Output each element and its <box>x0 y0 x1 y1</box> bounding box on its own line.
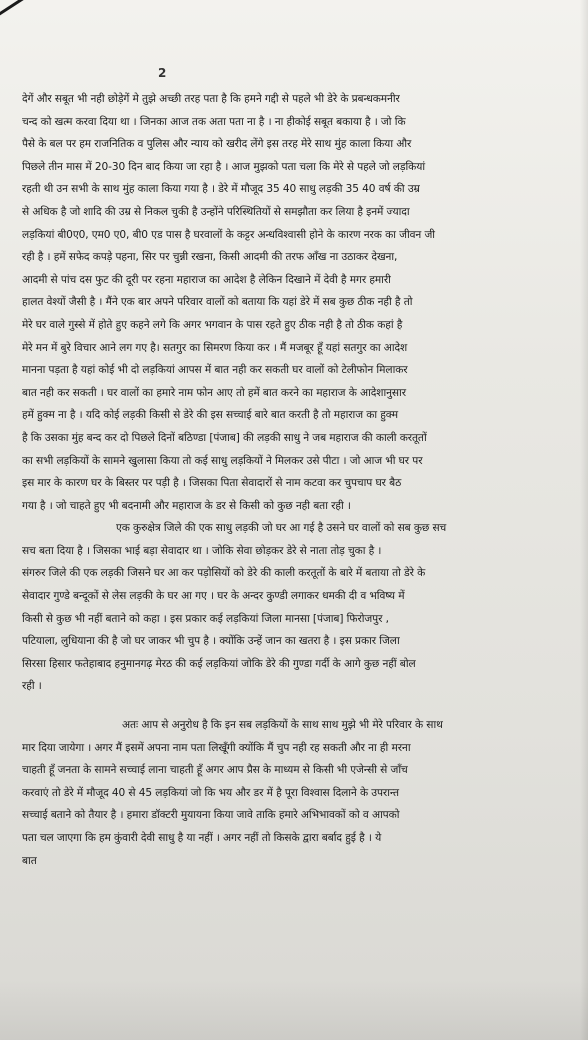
text-line: हमें हुक्म ना है । यदि कोई लड़की किसी से डेरे की इस सच्चाई बारे बात करती है तो महाराज का हुक्म <box>22 409 399 422</box>
page-edge-shadow <box>580 0 588 1040</box>
text-line: बात नही कर सकती । घर वालों का हमारे नाम फोन आए तो हमें बात करने का महाराज के आदेशानुसार <box>22 386 406 399</box>
text-line: पिछले तीन मास में 20-30 दिन बाद किया जा रहा है । आज मुझको पता चला कि मेरे से पहले जो लड़कियां <box>22 160 426 173</box>
text-line: संगरुर जिले की एक लड़की जिसने घर आ कर पड़ोसियों को डेरे की काली करतूतों के बारे में बताया तो डेरे के <box>22 567 426 580</box>
text-line: रही । <box>22 680 42 693</box>
corner-pen-mark <box>0 0 48 19</box>
paragraph-2 <box>22 517 570 698</box>
text-line: गया है । जो चाहते हुए भी बदनामी और महाराज के डर से किसी को कुछ नही बता रही । <box>22 499 351 512</box>
text-line: मेरे मन में बुरे विचार आने लग गए है। सतगुर का सिमरण किया कर । मैं मजबूर हूँ यहां सतगुर का आदेश <box>22 341 408 354</box>
text-line: चन्द को खत्म करवा दिया था । जिनका आज तक अता पता ना है । ना हीकोई सबूत बकाया है । जो कि <box>22 115 406 128</box>
text-line: बात <box>22 854 37 867</box>
text-line: एक कुरुक्षेत्र जिले की एक साधु लड़की जो घर आ गई है उसने घर वालों को सब कुछ सच <box>116 522 447 535</box>
text-line: से अधिक है जो शादि की उम्र से निकल चुकी है उन्होंने परिस्थितियों से समझौता कर लिया है इनमें ज्यादा <box>22 205 410 218</box>
text-line: आदमी से पांच दस फुट की दूरी पर रहना महाराज का आदेश है लेकिन दिखाने में देवी है मगर हमारी <box>22 273 391 286</box>
text-line: का सभी लड़कियों के सामने खुलासा किया तो कई साधु लड़कियों ने मिलकर उसे पीटा । जो आज भी घर पर <box>22 454 423 467</box>
text-line: मेरे घर वाले गुस्से में होते हुए कहने लगे कि अगर भगवान के पास रहते हुए ठीक नही है तो ठीक कहां है <box>22 318 403 331</box>
text-line: है कि उसका मुंह बन्द कर दो पिछले दिनों बठिण्डा [पंजाब] की लड़की साधु ने जब महाराज की काली करतूतों <box>22 431 427 444</box>
text-line: इस मार के कारण घर के बिस्तर पर पड़ी है । जिसका पिता सेवादारों से नाम कटवा कर चुपचाप घर बैठ <box>22 477 402 490</box>
text-line: पता चल जाएगा कि हम कुंवारी देवी साधु है या नहीं । अगर नहीं तो किसके द्वारा बर्बाद हुई है । ये <box>22 832 382 844</box>
text-line: लड़कियां बी0ए0, एम0 ए0, बी0 एड पास है घरवालों के कट्टर अन्धविश्वासी होने के कारण नरक का जीवन जी <box>22 228 435 241</box>
text-line: हालत वेश्यों जैसी है । मैंने एक बार अपने परिवार वालों को बताया कि यहां डेरे में सब कुछ ठीक नही है तो <box>22 296 413 309</box>
text-line: सच बता दिया है । जिसका भाई बड़ा सेवादार था । जोकि सेवा छोड़कर डेरे से नाता तोड़ चुका है । <box>22 544 382 557</box>
text-line: किसी से कुछ भी नहीं बताने को कहा । इस प्रकार कई लड़कियां जिला मानसा [पंजाब] फिरोजपुर , <box>22 612 389 625</box>
paragraph-1 <box>22 88 570 517</box>
text-line: रही है । हमें सफेद कपड़े पहना, सिर पर चुन्नी रखना, किसी आदमी की तरफ आँख ना उठाकर देखना, <box>22 251 398 264</box>
text-line: पटियाला, लुधियाना की है जो घर जाकर भी चुप है । क्योंकि उन्हें जान का खतरा है । इस प्रकार जिला <box>22 635 400 648</box>
text-line: अतः आप से अनुरोध है कि इन सब लड़कियों के साथ साथ मुझे भी मेरे परिवार के साथ <box>122 719 443 732</box>
text-line: सेवादार गुण्डे बन्दूकों से लेस लड़की के घर आ गए । घर के अन्दर कुण्डी लगाकर धमकी दी व भविष्य में <box>22 590 405 603</box>
letter-body <box>22 88 570 872</box>
text-line: देगें और सबूत भी नही छोड़ेगें मे तुझे अच्छी तरह पता है कि हमने गद्दी से पहले भी डेरे के प्रबन्धकमनीर <box>22 93 400 105</box>
text-line: रहती थी उन सभी के साथ मुंह काला किया गया है । डेरे में मौजूद 35 40 साधु लड़की 35 40 वर्ष की उम्र <box>22 183 420 196</box>
text-line: मार दिया जायेगा । अगर मैं इसमें अपना नाम पता लिखूँगी क्योंकि मैं चुप नही रह सकती और ना ही मरना <box>22 741 411 754</box>
text-line: सिरसा हिसार फतेहाबाद हनुमानगढ़ मेरठ की कई लड़कियां जोकि डेरे की गुण्डा गर्दी के आगे कुछ नहीं बोल <box>22 657 416 670</box>
text-line: पैसे के बल पर हम राजनितिक व पुलिस और न्याय को खरीद लेंगे इस तरह मेरे साथ मुंह काला किया और <box>22 138 412 151</box>
page-number-mark: 2 <box>158 66 167 80</box>
text-line: मानना पड़ता है यहां कोई भी दो लड़कियां आपस में बात नही कर सकती घर वालों को टेलीफोन मिलाकर <box>22 364 408 377</box>
paragraph-3 <box>22 714 570 872</box>
text-line: करवाएं तो डेरे में मौजूद 40 से 45 लड़कियां जो कि भय और डर में है पूरा विश्वास दिलाने के उपरान्त <box>22 786 399 799</box>
text-line: सच्चाई बताने को तैयार है । हमारा डॉक्टरी मुयायना किया जावे ताकि हमारे अभिभावकों को व आपको <box>22 809 400 822</box>
text-line: चाहती हूँ जनता के सामने सच्चाई लाना चाहती हूँ अगर आप प्रैस के माध्यम से किसी भी एजेन्सी से जाँच <box>22 764 408 777</box>
paragraph-gap <box>22 698 570 714</box>
page-bottom-shade <box>0 980 588 1040</box>
